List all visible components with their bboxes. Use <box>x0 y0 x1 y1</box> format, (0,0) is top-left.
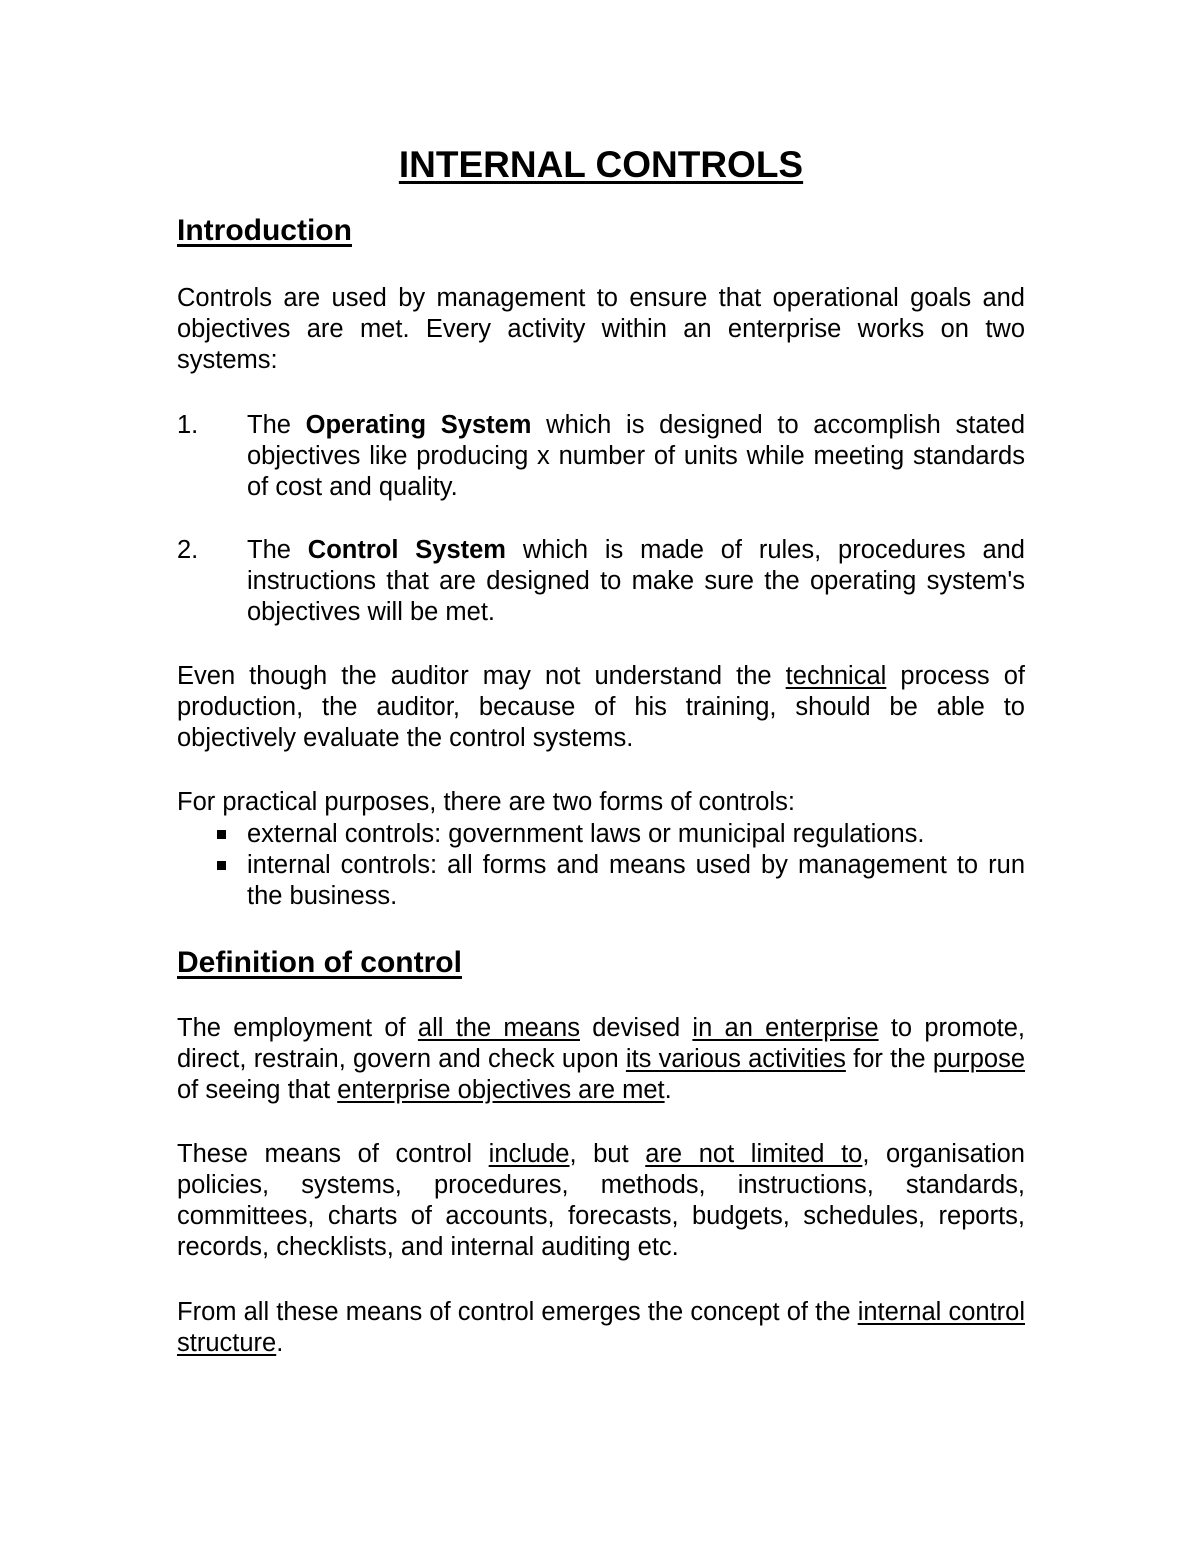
forms-of-controls-paragraph: For practical purposes, there are two forms of controls: <box>177 788 795 816</box>
list-number: 1. <box>177 411 199 439</box>
underlined-term: include <box>488 1140 570 1168</box>
section-heading-definition: Definition of control <box>177 946 462 979</box>
list-item: external controls: government laws or municipal regulations. <box>177 819 1025 850</box>
underlined-term: its various activities <box>625 1045 846 1073</box>
intro-paragraph: Controls are used by management to ensure that operational goals and objectives are met. Every activity within an enterprise works on two systems: <box>177 284 1025 374</box>
means-of-control-paragraph: These means of control include, but are not limited to, organisation policies, systems, procedures, methods, instructions, standards, committees, charts of accounts, forecasts, budgets, schedules, reports, records, checklists, and internal auditing etc. <box>177 1140 1025 1261</box>
list-item: internal controls: all forms and means used by management to run the business. <box>177 850 1025 912</box>
underlined-term: all the means <box>417 1014 580 1042</box>
underlined-term: are not limited to <box>645 1140 863 1168</box>
underlined-term: internal control structure <box>177 1298 1025 1357</box>
underlined-term: in an enterprise <box>692 1014 879 1042</box>
list-number: 2. <box>177 536 199 564</box>
list-item-text: The Operating System which is designed to accomplish stated objectives like producing x number of units while meeting standards of cost and quality. <box>247 411 1026 501</box>
square-bullet-icon <box>217 861 226 870</box>
underlined-term: technical <box>785 662 887 690</box>
underlined-term: purpose <box>932 1045 1025 1073</box>
definition-paragraph: The employment of all the means devised in an enterprise to promote, direct, restrain, govern and check upon its various activities for the purpose of seeing that enterprise objectives are met. <box>177 1014 1026 1104</box>
internal-control-structure-paragraph: From all these means of control emerges the concept of the internal control structure. <box>177 1298 1025 1357</box>
list-item-text: The Control System which is made of rules, procedures and instructions that are designed to make sure the operating system's objectives will be met. <box>247 536 1025 626</box>
section-heading-introduction: Introduction <box>177 214 352 247</box>
square-bullet-icon <box>217 830 226 839</box>
controls-bullet-list <box>177 819 1025 912</box>
auditor-paragraph: Even though the auditor may not understand the technical process of production, the auditor, because of his training, should be able to objectively evaluate the control systems. <box>177 662 1025 752</box>
underlined-term: enterprise objectives are met <box>337 1076 665 1104</box>
page-title: INTERNAL CONTROLS <box>398 144 804 185</box>
